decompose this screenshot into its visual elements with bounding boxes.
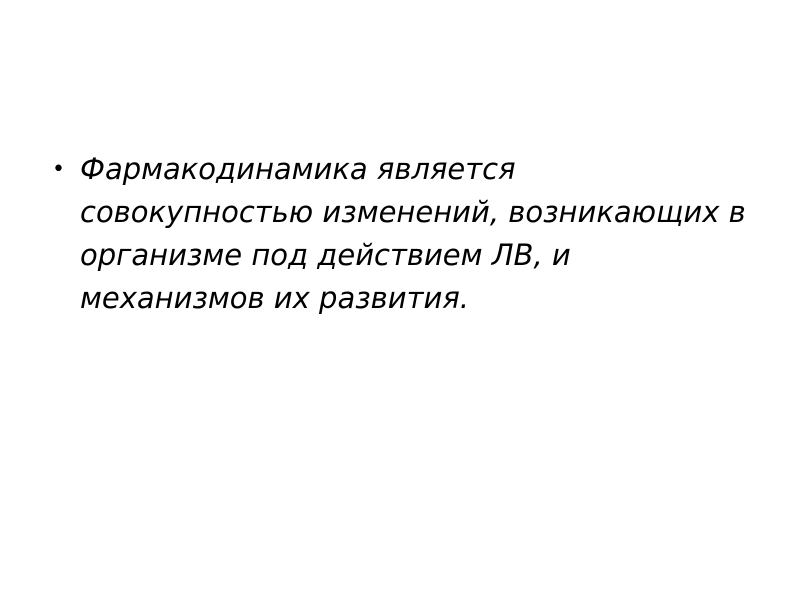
bullet-text-line-4: механизмов их развития. (80, 281, 469, 315)
bullet-list-item (48, 148, 748, 320)
bullet-text-line-2: совокупностью изменений, возникающих в (80, 195, 746, 229)
bullet-text-line-1: Фармакодинамика является (80, 152, 516, 186)
bullet-marker: • (52, 157, 65, 182)
bullet-text-line-3: организме под действием ЛВ, и (80, 238, 571, 272)
bullet-text (80, 148, 748, 320)
